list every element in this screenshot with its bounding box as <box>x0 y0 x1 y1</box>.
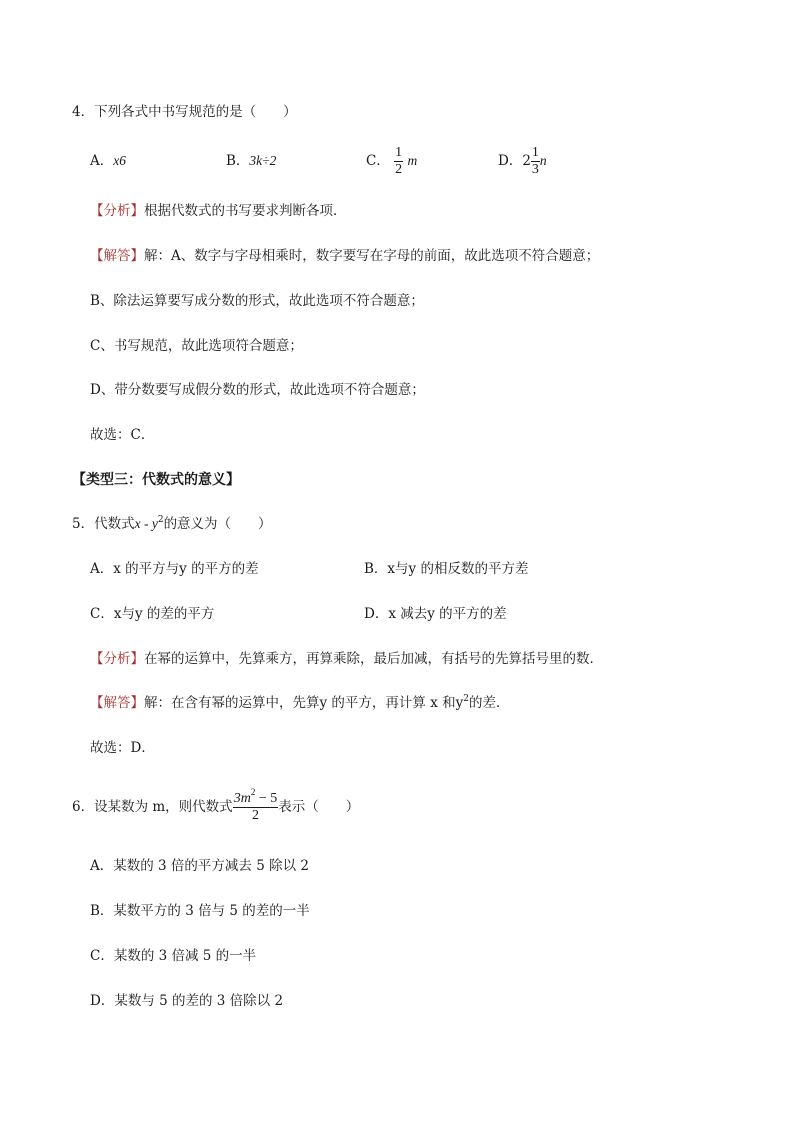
option-label: C． <box>366 153 390 169</box>
q4-answer <box>90 246 599 266</box>
fraction-numerator: 1 <box>395 145 403 160</box>
option-variable: n <box>539 153 547 168</box>
q5-answer <box>90 693 509 713</box>
q4-option-b <box>226 151 276 171</box>
option-label: D． <box>498 153 523 169</box>
analysis-text: 在幂的运算中，先算乘方，再算乘除，最后加减，有括号的先算括号里的数． <box>144 651 603 667</box>
q6-option-c: C．某数的 3 倍减 5 的一半 <box>90 948 257 964</box>
answer-tag: 【解答】 <box>90 695 144 711</box>
q6-option-d: D．某数与 5 的差的 3 倍除以 2 <box>90 993 284 1009</box>
answer-text: 解：在含有幂的运算中，先算y 的平方，再计算 x 和y <box>144 695 464 711</box>
fraction-denominator: 2 <box>251 808 259 823</box>
q5-option-b: B．x与y 的相反数的平方差 <box>364 561 529 577</box>
fraction <box>394 145 403 178</box>
q4-answer-line-b: B、除法运算要写成分数的形式，故此选项不符合题意； <box>90 293 424 309</box>
answer-exponent: 2 <box>463 693 469 704</box>
stem-exponent: 2 <box>157 514 164 525</box>
fraction-numerator: 1 <box>531 145 539 160</box>
answer-text: 解：A、数字与字母相乘时，数字要写在字母的前面，故此选项不符合题意； <box>144 248 600 264</box>
mixed-whole: 2 <box>522 153 531 169</box>
stem-suffix: 的意义为（ ） <box>163 516 272 532</box>
option-variable: m <box>407 153 418 168</box>
analysis-tag: 【分析】 <box>90 203 144 219</box>
analysis-tag: 【分析】 <box>90 651 144 667</box>
numerator-exponent: 2 <box>250 787 256 798</box>
q4-analysis <box>90 201 347 221</box>
q4-choose: 故选：C． <box>90 427 155 443</box>
stem-suffix: 表示（ ） <box>278 799 360 815</box>
section-title: 【类型三：代数式的意义】 <box>72 472 240 488</box>
stem-prefix: 5．代数式 <box>72 516 135 532</box>
option-expression: x6 <box>113 153 126 168</box>
q5-analysis <box>90 649 603 669</box>
q6-option-a: A．某数的 3 倍的平方减去 5 除以 2 <box>90 858 309 874</box>
q6-option-b: B．某数平方的 3 倍与 5 的差的一半 <box>90 903 310 919</box>
option-label: B． <box>226 153 250 169</box>
answer-text-end: 的差． <box>468 695 510 711</box>
q6-stem <box>72 785 359 829</box>
q5-stem <box>72 514 272 534</box>
fraction-numerator <box>233 787 279 808</box>
q4-option-d <box>498 141 547 181</box>
fraction-denominator: 2 <box>395 162 403 177</box>
q4-answer-line-c: C、书写规范，故此选项符合题意； <box>90 338 303 354</box>
q4-option-a <box>90 151 126 171</box>
fraction <box>233 787 279 824</box>
answer-tag: 【解答】 <box>90 248 144 264</box>
q4-stem: 4．下列各式中书写规范的是（ ） <box>72 104 297 120</box>
fraction <box>531 145 540 178</box>
option-label: A． <box>90 153 114 169</box>
numerator-term: 3m <box>233 791 251 806</box>
option-expression: 3k÷2 <box>249 153 277 168</box>
q4-option-c <box>366 141 417 181</box>
q5-option-a: A．x 的平方与y 的平方的差 <box>90 561 259 577</box>
q5-choose: 故选：D． <box>90 740 155 756</box>
fraction-denominator: 3 <box>531 162 539 177</box>
q4-answer-line-d: D、带分数要写成假分数的形式，故此选项不符合题意； <box>90 382 425 398</box>
stem-prefix: 6．设某数为 m，则代数式 <box>72 799 233 815</box>
stem-expression: x - y <box>134 516 158 531</box>
numerator-rest: − 5 <box>255 791 278 806</box>
analysis-text: 根据代数式的书写要求判断各项． <box>144 203 347 219</box>
q5-option-c: C．x与y 的差的平方 <box>90 606 215 622</box>
q5-option-d: D．x 减去y 的平方的差 <box>364 606 507 622</box>
